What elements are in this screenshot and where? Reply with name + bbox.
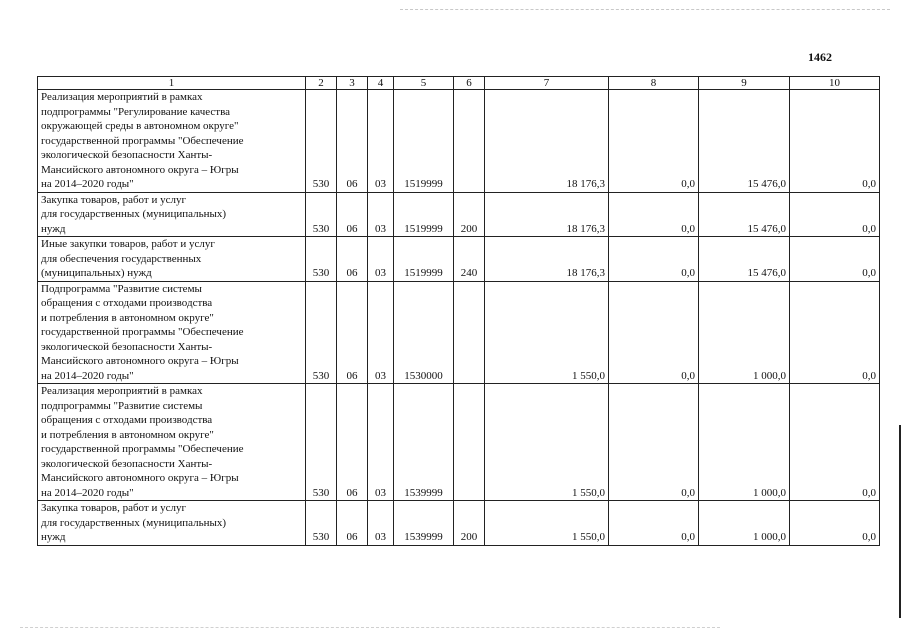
- cell-amount-8: 0,0: [609, 384, 699, 501]
- cell-amount-8: 0,0: [609, 501, 699, 546]
- cell-amount-9: 1 000,0: [699, 501, 790, 546]
- column-header: 8: [609, 77, 699, 90]
- page-number: 1462: [808, 50, 832, 64]
- cell-amount-10: 0,0: [790, 384, 880, 501]
- table-row: [38, 281, 880, 384]
- cell-target-article: 1539999: [394, 501, 454, 546]
- cell-ministry: 530: [306, 384, 337, 501]
- cell-ministry: 530: [306, 192, 337, 237]
- cell-amount-7: 1 550,0: [485, 281, 609, 384]
- cell-amount-8: 0,0: [609, 237, 699, 282]
- cell-ministry: 530: [306, 237, 337, 282]
- cell-expense-type: 240: [454, 237, 485, 282]
- row-description: Реализация мероприятий в рамках подпрограммы "Регулирование качества окружающей среды в автономном округе" государственной программы "Обеспечение экологической безопасности Ханты- Мансийского автономного округа – Югры на 2014–2020 годы": [38, 90, 306, 193]
- table-row: [38, 237, 880, 282]
- column-header: 3: [337, 77, 368, 90]
- cell-subsection: 03: [368, 281, 394, 384]
- row-description: Закупка товаров, работ и услуг для государственных (муниципальных) нужд: [38, 192, 306, 237]
- cell-amount-9: 15 476,0: [699, 237, 790, 282]
- cell-section: 06: [337, 192, 368, 237]
- cell-amount-9: 1 000,0: [699, 384, 790, 501]
- column-header: 4: [368, 77, 394, 90]
- cell-amount-7: 18 176,3: [485, 192, 609, 237]
- cell-subsection: 03: [368, 237, 394, 282]
- cell-ministry: 530: [306, 90, 337, 193]
- column-header: 1: [38, 77, 306, 90]
- cell-expense-type: [454, 90, 485, 193]
- column-header: 7: [485, 77, 609, 90]
- column-header: 2: [306, 77, 337, 90]
- cell-amount-10: 0,0: [790, 90, 880, 193]
- cell-subsection: 03: [368, 384, 394, 501]
- cell-subsection: 03: [368, 90, 394, 193]
- cell-amount-9: 15 476,0: [699, 192, 790, 237]
- cell-section: 06: [337, 237, 368, 282]
- cell-amount-9: 1 000,0: [699, 281, 790, 384]
- cell-amount-9: 15 476,0: [699, 90, 790, 193]
- scan-edge-mark: [899, 425, 901, 618]
- cell-section: 06: [337, 90, 368, 193]
- cell-subsection: 03: [368, 192, 394, 237]
- cell-section: 06: [337, 384, 368, 501]
- table-header-row: [38, 77, 880, 90]
- cell-amount-10: 0,0: [790, 192, 880, 237]
- cell-subsection: 03: [368, 501, 394, 546]
- cell-section: 06: [337, 281, 368, 384]
- cell-ministry: 530: [306, 501, 337, 546]
- cell-amount-8: 0,0: [609, 281, 699, 384]
- column-header: 5: [394, 77, 454, 90]
- cell-amount-7: 1 550,0: [485, 384, 609, 501]
- cell-target-article: 1519999: [394, 237, 454, 282]
- table-row: [38, 384, 880, 501]
- cell-expense-type: [454, 281, 485, 384]
- cell-ministry: 530: [306, 281, 337, 384]
- cell-target-article: 1539999: [394, 384, 454, 501]
- column-header: 10: [790, 77, 880, 90]
- row-description: Иные закупки товаров, работ и услуг для обеспечения государственных (муниципальных) нужд: [38, 237, 306, 282]
- cell-amount-7: 1 550,0: [485, 501, 609, 546]
- cell-amount-8: 0,0: [609, 192, 699, 237]
- column-header: 9: [699, 77, 790, 90]
- cell-amount-7: 18 176,3: [485, 90, 609, 193]
- cell-target-article: 1519999: [394, 192, 454, 237]
- row-description: Подпрограмма "Развитие системы обращения с отходами производства и потребления в автономном округе" государственной программы "Обеспечение экологической безопасности Ханты- Мансийского автономного округа – Югры на 2014–2020 годы": [38, 281, 306, 384]
- budget-table: [37, 76, 880, 546]
- cell-expense-type: 200: [454, 192, 485, 237]
- scan-artifact-top: [400, 9, 890, 10]
- cell-amount-8: 0,0: [609, 90, 699, 193]
- cell-expense-type: [454, 384, 485, 501]
- row-description: Закупка товаров, работ и услуг для государственных (муниципальных) нужд: [38, 501, 306, 546]
- cell-amount-10: 0,0: [790, 281, 880, 384]
- cell-target-article: 1519999: [394, 90, 454, 193]
- column-header: 6: [454, 77, 485, 90]
- table-row: [38, 501, 880, 546]
- cell-amount-10: 0,0: [790, 501, 880, 546]
- cell-target-article: 1530000: [394, 281, 454, 384]
- cell-expense-type: 200: [454, 501, 485, 546]
- cell-amount-10: 0,0: [790, 237, 880, 282]
- cell-section: 06: [337, 501, 368, 546]
- table-row: [38, 192, 880, 237]
- row-description: Реализация мероприятий в рамках подпрограммы "Развитие системы обращения с отходами производства и потребления в автономном округе" государственной программы "Обеспечение экологической безопасности Ханты- Мансийского автономного округа – Югры на 2014–2020 годы": [38, 384, 306, 501]
- scan-artifact-bottom: [20, 627, 720, 628]
- cell-amount-7: 18 176,3: [485, 237, 609, 282]
- table-row: [38, 90, 880, 193]
